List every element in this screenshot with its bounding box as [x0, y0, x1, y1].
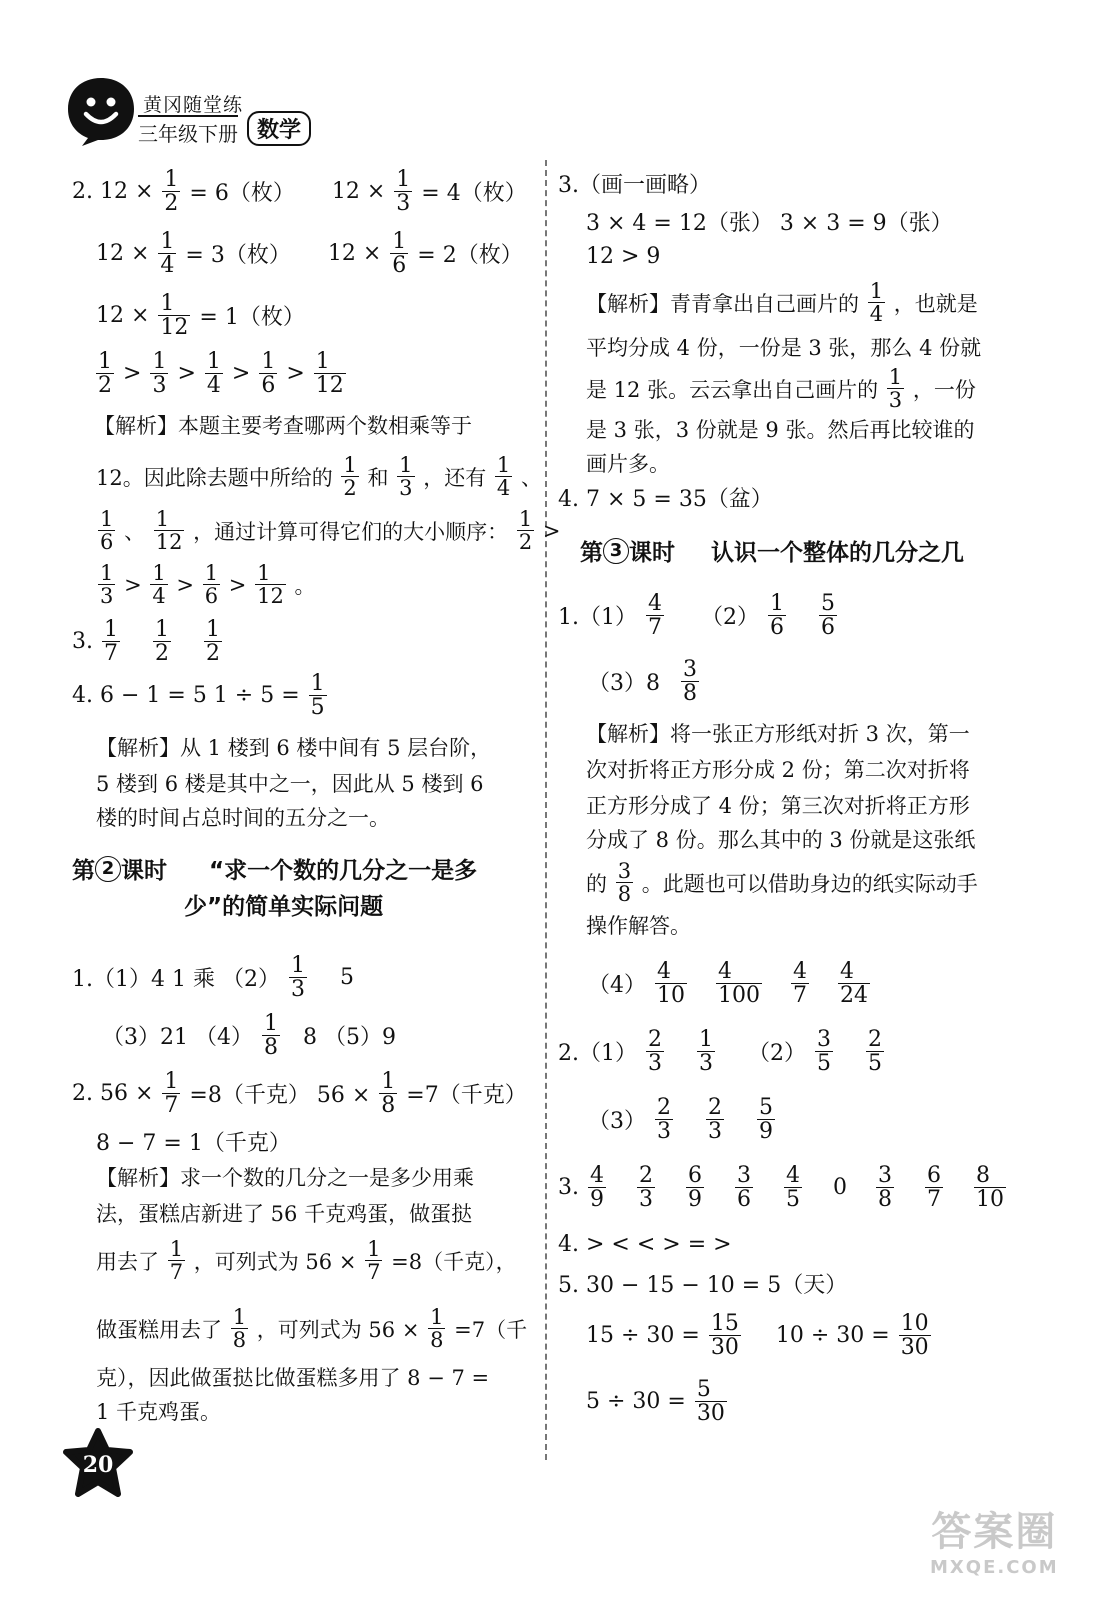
- explanation-text: 【解析】求一个数的几分之一是多少用乘: [96, 1166, 474, 1190]
- smiley-logo-icon: [64, 74, 138, 148]
- answer-line: 3. $\frac{4}{9}$ $\frac{2}{3}$ $\frac{6}{9}$ $\frac{3}{6}$ $\frac{4}{5}$ 0 $\frac{3}{8}$ $\frac{6}{7}$ $\frac{8}{10}$: [558, 1163, 1004, 1213]
- watermark: [930, 1500, 1059, 1578]
- answer-line: 8 − 7 = 1（千克）: [96, 1131, 291, 1156]
- answer-line: 2. 56 × $\frac{1}{7}$ =8（千克） 56 × $\frac{1}{8}$ =7（千克）: [72, 1069, 527, 1119]
- explanation-text: 5 楼到 6 楼是其中之一，因此从 5 楼到 6: [96, 772, 484, 796]
- answer-line: 1.（1）4 1 乘 （2） $\frac{1}{3}$ 5: [72, 953, 354, 1003]
- answer-line: 4. 7 × 5 = 35（盆）: [558, 487, 773, 512]
- explanation-text: 【解析】将一张正方形纸对折 3 次，第一: [586, 722, 970, 746]
- lesson-3-heading: 第 3 课时 认识一个整体的几分之几: [580, 539, 965, 566]
- watermark-line1: 答案圈: [931, 1509, 1058, 1555]
- answer-line: 1.（1） $\frac{4}{7}$ （2） $\frac{1}{6}$ $\frac{5}{6}$: [558, 591, 835, 641]
- explanation-text: 【解析】青青拿出自己画片的 $\frac{1}{4}$ ，也就是: [586, 279, 978, 327]
- explanation-text: 克），因此做蛋挞比做蛋糕多用了 8 − 7 =: [96, 1366, 490, 1390]
- page-number: 20: [82, 1452, 114, 1478]
- answer-line: 15 ÷ 30 = $\frac{15}{30}$ 10 ÷ 30 = $\frac{10}{30}$: [586, 1311, 929, 1361]
- answer-line: 12 > 9: [586, 244, 661, 269]
- explanation-text: 分成了 8 份。那么其中的 3 份就是这张纸: [586, 828, 976, 852]
- explanation-text: 楼的时间占总时间的五分之一。: [96, 806, 390, 830]
- explanation-text: 正方形分成了 4 份；第三次对折将正方形: [586, 794, 970, 818]
- explanation-text: 【解析】本题主要考查哪两个数相乘等于: [94, 414, 472, 438]
- explanation-text: $\frac{1}{3}$ > $\frac{1}{4}$ > $\frac{1}{6}$ > $\frac{1}{12}$ 。: [100, 561, 316, 609]
- answer-line: 2.（1） $\frac{2}{3}$ $\frac{1}{3}$ （2） $\frac{3}{5}$ $\frac{2}{5}$: [558, 1027, 882, 1077]
- answer-line: 2. 12 × $\frac{1}{2}$ = 6（枚） 12 × $\frac{1}{3}$ = 4（枚）: [72, 167, 527, 217]
- explanation-text: 画片多。: [586, 452, 670, 476]
- answer-line: （4） $\frac{4}{10}$ $\frac{4}{100}$ $\frac{4}{7}$ $\frac{4}{24}$: [588, 959, 868, 1009]
- explanation-text: 操作解答。: [586, 914, 691, 938]
- answer-line: 3. $\frac{1}{7}$ $\frac{1}{2}$ $\frac{1}{2}$: [72, 617, 220, 667]
- explanation-text: 次对折将正方形分成 2 份；第二次对折将: [586, 758, 970, 782]
- explanation-text: 是 12 张。云云拿出自己画片的 $\frac{1}{3}$ ，一份: [586, 365, 976, 413]
- answer-line: $\frac{1}{2}$ > $\frac{1}{3}$ > $\frac{1}{4}$ > $\frac{1}{6}$ > $\frac{1}{12}$: [98, 349, 344, 399]
- series-name: 黄冈随堂练: [143, 94, 244, 116]
- answer-line: 5. 30 − 15 − 10 = 5（天）: [558, 1273, 848, 1298]
- explanation-text: 做蛋糕用去了 $\frac{1}{8}$ ，可列式为 56 × $\frac{1}{8}$ =7（千: [96, 1305, 528, 1353]
- answer-line: 3 × 4 = 12（张） 3 × 3 = 9（张）: [586, 211, 953, 236]
- explanation-text: 的 $\frac{3}{8}$ 。此题也可以借助身边的纸实际动手: [586, 859, 978, 907]
- lesson-2-heading: 第 2 课时 “求一个数的几分之一是多: [72, 857, 478, 884]
- page-number-badge: [62, 1428, 134, 1500]
- answer-line: 3.（画一画略）: [558, 173, 711, 198]
- explanation-text: 平均分成 4 份，一份是 3 张，那么 4 份就: [586, 336, 982, 360]
- explanation-text: 用去了 $\frac{1}{7}$ ，可列式为 56 × $\frac{1}{7}$ =8（千克），: [96, 1237, 517, 1285]
- watermark-line2: MXQE.COM: [930, 1557, 1059, 1578]
- answer-line: （3）8 $\frac{3}{8}$: [588, 657, 697, 707]
- explanation-text: 1 千克鸡蛋。: [96, 1400, 222, 1424]
- answer-line: 12 × $\frac{1}{12}$ = 1（枚）: [96, 291, 305, 341]
- answer-line: （3） $\frac{2}{3}$ $\frac{2}{3}$ $\frac{5}{9}$: [588, 1095, 773, 1145]
- answer-line: 4. > < < > = >: [558, 1232, 732, 1257]
- explanation-text: 法，蛋糕店新进了 56 千克鸡蛋，做蛋挞: [96, 1202, 473, 1226]
- grade-label: 三年级下册: [138, 115, 238, 147]
- explanation-text: $\frac{1}{6}$ 、 $\frac{1}{12}$ ，通过计算可得它们的大小顺序： $\frac{1}{2}$ >: [100, 507, 561, 555]
- answer-line: 5 ÷ 30 = $\frac{5}{30}$: [586, 1377, 725, 1427]
- answer-line: （3）21 （4） $\frac{1}{8}$ 8 （5）9: [102, 1011, 396, 1061]
- lesson-2-heading-cont: 少”的简单实际问题: [184, 894, 384, 920]
- column-divider: [545, 160, 547, 1460]
- subject-badge: 数学: [247, 111, 311, 146]
- answer-line: 4. 6 − 1 = 5 1 ÷ 5 = $\frac{1}{5}$: [72, 671, 325, 721]
- explanation-text: 12。因此除去题中所给的 $\frac{1}{2}$ 和 $\frac{1}{3}$ ，还有 $\frac{1}{4}$ 、: [96, 453, 542, 501]
- explanation-text: 是 3 张，3 份就是 9 张。然后再比较谁的: [586, 418, 975, 442]
- explanation-text: 【解析】从 1 楼到 6 楼中间有 5 层台阶，: [96, 736, 492, 760]
- answer-line: 12 × $\frac{1}{4}$ = 3（枚） 12 × $\frac{1}{6}$ = 2（枚）: [96, 229, 523, 279]
